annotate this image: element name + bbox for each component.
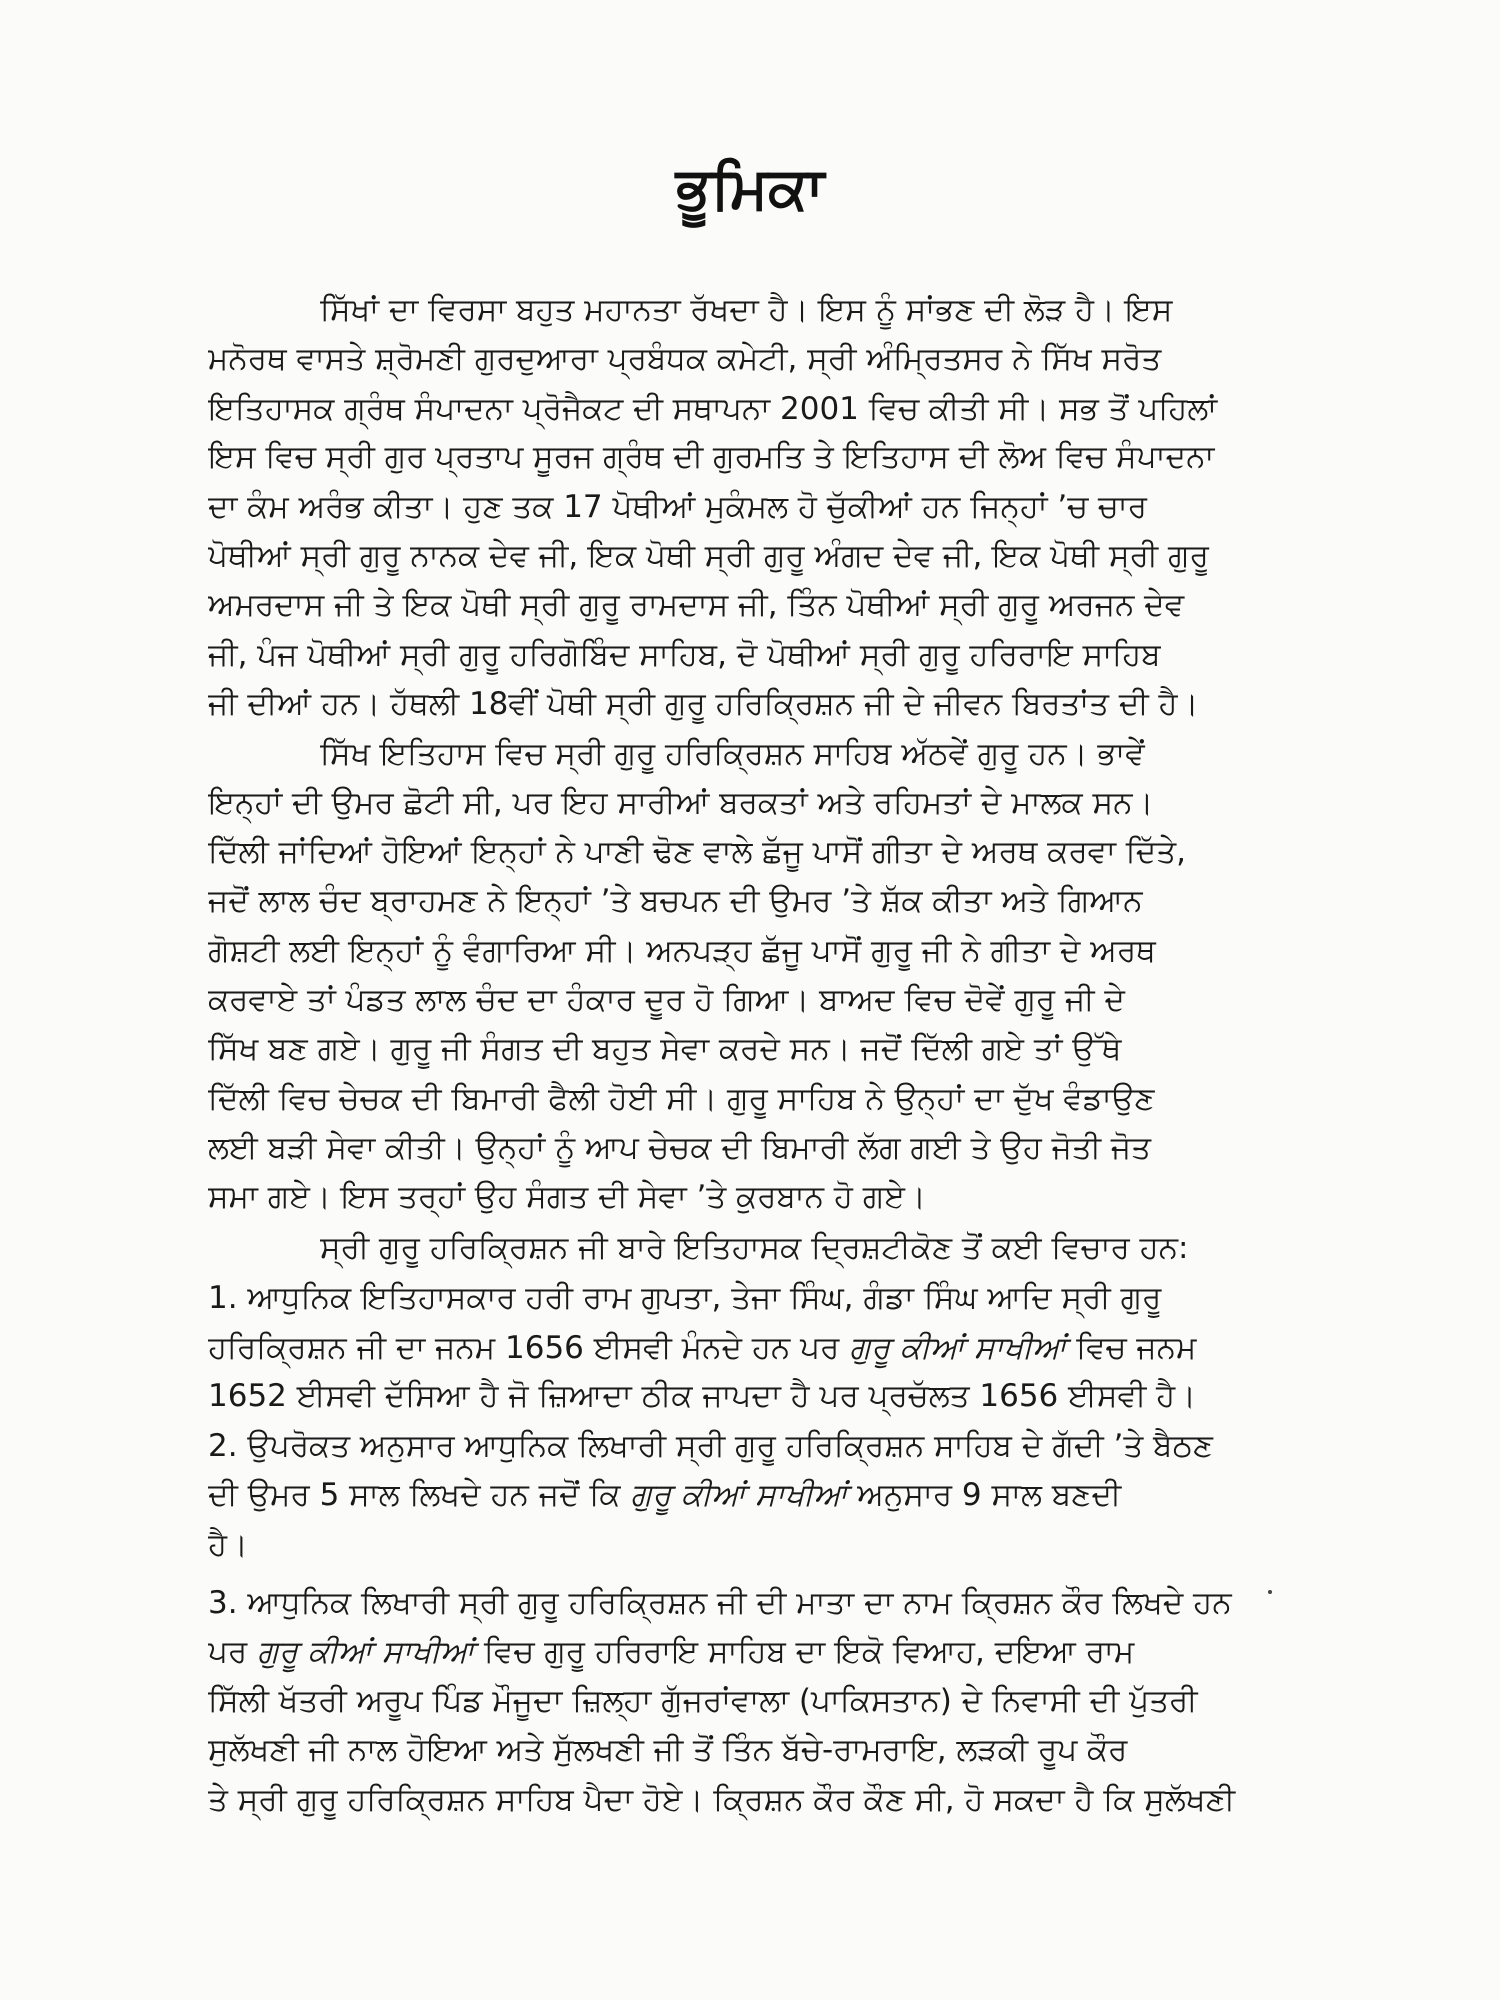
text-line: ਕਰਵਾਏ ਤਾਂ ਪੰਡਤ ਲਾਲ ਚੰਦ ਦਾ ਹੰਕਾਰ ਦੂਰ ਹੋ ਗਿਆ। ਬਾਅਦ ਵਿਚ ਦੋਵੇਂ ਗੁਰੂ ਜੀ ਦੇ [208,982,1125,1018]
text-line: ਸਿੱਲੀ ਖੱਤਰੀ ਅਰੂਪ ਪਿੰਡ ਮੌਜੂਦਾ ਜ਼ਿਲ੍ਹਾ ਗੁੱਜਰਾਂਵਾਲਾ (ਪਾਕਿਸਤਾਨ) ਦੇ ਨਿਵਾਸੀ ਦੀ ਪੁੱਤਰੀ [208,1683,1198,1719]
text-line: ਜਦੋਂ ਲਾਲ ਚੰਦ ਬ੍ਰਾਹਮਣ ਨੇ ਇਨ੍ਹਾਂ ’ਤੇ ਬਚਪਨ ਦੀ ਉਮਰ ’ਤੇ ਸ਼ੱਕ ਕੀਤਾ ਅਤੇ ਗਿਆਨ [208,883,1143,919]
book-title: ਗੁਰੂ ਕੀਆਂ ਸਾਖੀਆਂ [849,1330,1067,1366]
text-line: 2. ਉਪਰੋਕਤ ਅਨੁਸਾਰ ਆਧੁਨਿਕ ਲਿਖਾਰੀ ਸ੍ਰੀ ਗੁਰੂ ਹਰਿਕ੍ਰਿਸ਼ਨ ਸਾਹਿਬ ਦੇ ਗੱਦੀ ’ਤੇ ਬੈਠਣ [208,1428,1213,1464]
text-line: ਹੈ। [208,1527,248,1563]
text-line: ਇਤਿਹਾਸਕ ਗ੍ਰੰਥ ਸੰਪਾਦਨਾ ਪ੍ਰੋਜੈਕਟ ਦੀ ਸਥਾਪਨਾ 2001 ਵਿਚ ਕੀਤੀ ਸੀ। ਸਭ ਤੋਂ ਪਹਿਲਾਂ [208,391,1218,427]
text-line: ਸਿੱਖ ਇਤਿਹਾਸ ਵਿਚ ਸ੍ਰੀ ਗੁਰੂ ਹਰਿਕ੍ਰਿਸ਼ਨ ਸਾਹਿਬ ਅੱਠਵੇਂ ਗੁਰੂ ਹਨ। ਭਾਵੇਂ [320,736,1145,772]
text-line: ਤੇ ਸ੍ਰੀ ਗੁਰੂ ਹਰਿਕ੍ਰਿਸ਼ਨ ਸਾਹਿਬ ਪੈਦਾ ਹੋਏ। ਕ੍ਰਿਸ਼ਨ ਕੌਰ ਕੌਣ ਸੀ, ਹੋ ਸਕਦਾ ਹੈ ਕਿ ਸੁਲੱਖਣੀ [208,1782,1236,1818]
text-line: ਦਿੱਲੀ ਵਿਚ ਚੇਚਕ ਦੀ ਬਿਮਾਰੀ ਫੈਲੀ ਹੋਈ ਸੀ। ਗੁਰੂ ਸਾਹਿਬ ਨੇ ਉਨ੍ਹਾਂ ਦਾ ਦੁੱਖ ਵੰਡਾਉਣ [208,1081,1155,1117]
book-title: ਗੁਰੂ ਕੀਆਂ ਸਾਖੀਆਂ [630,1477,848,1513]
text-line: ਦਾ ਕੰਮ ਅਰੰਭ ਕੀਤਾ। ਹੁਣ ਤਕ 17 ਪੋਥੀਆਂ ਮੁਕੰਮਲ ਹੋ ਚੁੱਕੀਆਂ ਹਨ ਜਿਨ੍ਹਾਂ ’ਚ ਚਾਰ [208,489,1147,525]
text-line: ਸਿੱਖਾਂ ਦਾ ਵਿਰਸਾ ਬਹੁਤ ਮਹਾਨਤਾ ਰੱਖਦਾ ਹੈ। ਇਸ ਨੂੰ ਸਾਂਭਣ ਦੀ ਲੋੜ ਹੈ। ਇਸ [320,292,1173,328]
text-line: ਗੋਸ਼ਟੀ ਲਈ ਇਨ੍ਹਾਂ ਨੂੰ ਵੰਗਾਰਿਆ ਸੀ। ਅਨਪੜ੍ਹ ਛੱਜੂ ਪਾਸੋਂ ਗੁਰੂ ਜੀ ਨੇ ਗੀਤਾ ਦੇ ਅਰਥ [208,933,1156,969]
text-line: ਪੋਥੀਆਂ ਸ੍ਰੀ ਗੁਰੂ ਨਾਨਕ ਦੇਵ ਜੀ, ਇਕ ਪੋਥੀ ਸ੍ਰੀ ਗੁਰੂ ਅੰਗਦ ਦੇਵ ਜੀ, ਇਕ ਪੋਥੀ ਸ੍ਰੀ ਗੁਰੂ [208,538,1209,574]
text-line: ਸਮਾ ਗਏ। ਇਸ ਤਰ੍ਹਾਂ ਉਹ ਸੰਗਤ ਦੀ ਸੇਵਾ ’ਤੇ ਕੁਰਬਾਨ ਹੋ ਗਏ। [208,1179,926,1215]
text-line: 3. ਆਧੁਨਿਕ ਲਿਖਾਰੀ ਸ੍ਰੀ ਗੁਰੂ ਹਰਿਕ੍ਰਿਸ਼ਨ ਜੀ ਦੀ ਮਾਤਾ ਦਾ ਨਾਮ ਕ੍ਰਿਸ਼ਨ ਕੌਰ ਲਿਖਦੇ ਹਨ [208,1585,1232,1621]
text-line: ਇਸ ਵਿਚ ਸ੍ਰੀ ਗੁਰ ਪ੍ਰਤਾਪ ਸੂਰਜ ਗ੍ਰੰਥ ਦੀ ਗੁਰਮਤਿ ਤੇ ਇਤਿਹਾਸ ਦੀ ਲੋਅ ਵਿਚ ਸੰਪਾਦਨਾ [208,439,1215,475]
text-line: ਅਮਰਦਾਸ ਜੀ ਤੇ ਇਕ ਪੋਥੀ ਸ੍ਰੀ ਗੁਰੂ ਰਾਮਦਾਸ ਜੀ, ਤਿੰਨ ਪੋਥੀਆਂ ਸ੍ਰੀ ਗੁਰੂ ਅਰਜਨ ਦੇਵ [208,587,1185,623]
text-line: ਹਰਿਕ੍ਰਿਸ਼ਨ ਜੀ ਦਾ ਜਨਮ 1656 ਈਸਵੀ ਮੰਨਦੇ ਹਨ ਪਰ ਗੁਰੂ ਕੀਆਂ ਸਾਖੀਆਂ ਵਿਚ ਜਨਮ [208,1330,1197,1366]
text-line: ਸ੍ਰੀ ਗੁਰੂ ਹਰਿਕ੍ਰਿਸ਼ਨ ਜੀ ਬਾਰੇ ਇਤਿਹਾਸਕ ਦ੍ਰਿਸ਼ਟੀਕੋਣ ਤੋਂ ਕਈ ਵਿਚਾਰ ਹਨ: [320,1230,1189,1266]
page-title: ਭੂਮਿਕਾ [675,154,825,222]
text-line: ਇਨ੍ਹਾਂ ਦੀ ਉਮਰ ਛੋਟੀ ਸੀ, ਪਰ ਇਹ ਸਾਰੀਆਂ ਬਰਕਤਾਂ ਅਤੇ ਰਹਿਮਤਾਂ ਦੇ ਮਾਲਕ ਸਨ। [208,785,1154,821]
text-line: ਸਿੱਖ ਬਣ ਗਏ। ਗੁਰੂ ਜੀ ਸੰਗਤ ਦੀ ਬਹੁਤ ਸੇਵਾ ਕਰਦੇ ਸਨ। ਜਦੋਂ ਦਿੱਲੀ ਗਏ ਤਾਂ ਉੱਥੇ [208,1031,1122,1067]
text-line: 1. ਆਧੁਨਿਕ ਇਤਿਹਾਸਕਾਰ ਹਰੀ ਰਾਮ ਗੁਪਤਾ, ਤੇਜਾ ਸਿੰਘ, ਗੰਡਾ ਸਿੰਘ ਆਦਿ ਸ੍ਰੀ ਗੁਰੂ [208,1280,1162,1316]
print-speck [1268,1590,1272,1594]
text-line: ਸੁਲੱਖਣੀ ਜੀ ਨਾਲ ਹੋਇਆ ਅਤੇ ਸੁੱਲਖਣੀ ਜੀ ਤੋਂ ਤਿੰਨ ਬੱਚੇ-ਰਾਮਰਾਇ, ਲੜਕੀ ਰੂਪ ਕੌਰ [208,1732,1128,1768]
text-line: ਦਿੱਲੀ ਜਾਂਦਿਆਂ ਹੋਇਆਂ ਇਨ੍ਹਾਂ ਨੇ ਪਾਣੀ ਢੋਣ ਵਾਲੇ ਛੱਜੂ ਪਾਸੋਂ ਗੀਤਾ ਦੇ ਅਰਥ ਕਰਵਾ ਦਿੱਤੇ, [208,834,1186,870]
text-line: ਲਈ ਬੜੀ ਸੇਵਾ ਕੀਤੀ। ਉਨ੍ਹਾਂ ਨੂੰ ਆਪ ਚੇਚਕ ਦੀ ਬਿਮਾਰੀ ਲੱਗ ਗਈ ਤੇ ਉਹ ਜੋਤੀ ਜੋਤ [208,1130,1151,1166]
text-line: ਪਰ ਗੁਰੂ ਕੀਆਂ ਸਾਖੀਆਂ ਵਿਚ ਗੁਰੂ ਹਰਿਰਾਇ ਸਾਹਿਬ ਦਾ ਇਕੋ ਵਿਆਹ, ਦਇਆ ਰਾਮ [208,1634,1135,1670]
text-line: 1652 ਈਸਵੀ ਦੱਸਿਆ ਹੈ ਜੋ ਜ਼ਿਆਦਾ ਠੀਕ ਜਾਪਦਾ ਹੈ ਪਰ ਪ੍ਰਚੱਲਤ 1656 ਈਸਵੀ ਹੈ। [208,1378,1197,1414]
text-line: ਦੀ ਉਮਰ 5 ਸਾਲ ਲਿਖਦੇ ਹਨ ਜਦੋਂ ਕਿ ਗੁਰੂ ਕੀਆਂ ਸਾਖੀਆਂ ਅਨੁਸਾਰ 9 ਸਾਲ ਬਣਦੀ [208,1477,1122,1513]
book-title: ਗੁਰੂ ਕੀਆਂ ਸਾਖੀਆਂ [257,1634,475,1670]
text-line: ਮਨੋਰਥ ਵਾਸਤੇ ਸ਼੍ਰੋਮਣੀ ਗੁਰਦੁਆਰਾ ਪ੍ਰਬੰਧਕ ਕਮੇਟੀ, ਸ੍ਰੀ ਅੰਮ੍ਰਿਤਸਰ ਨੇ ਸਿੱਖ ਸਰੋਤ [208,341,1162,377]
text-line: ਜੀ ਦੀਆਂ ਹਨ। ਹੱਥਲੀ 18ਵੀਂ ਪੋਥੀ ਸ੍ਰੀ ਗੁਰੂ ਹਰਿਕ੍ਰਿਸ਼ਨ ਜੀ ਦੇ ਜੀਵਨ ਬਿਰਤਾਂਤ ਦੀ ਹੈ। [208,686,1199,722]
text-line: ਜੀ, ਪੰਜ ਪੋਥੀਆਂ ਸ੍ਰੀ ਗੁਰੂ ਹਰਿਗੋਬਿੰਦ ਸਾਹਿਬ, ਦੋ ਪੋਥੀਆਂ ਸ੍ਰੀ ਗੁਰੂ ਹਰਿਰਾਇ ਸਾਹਿਬ [208,637,1161,673]
